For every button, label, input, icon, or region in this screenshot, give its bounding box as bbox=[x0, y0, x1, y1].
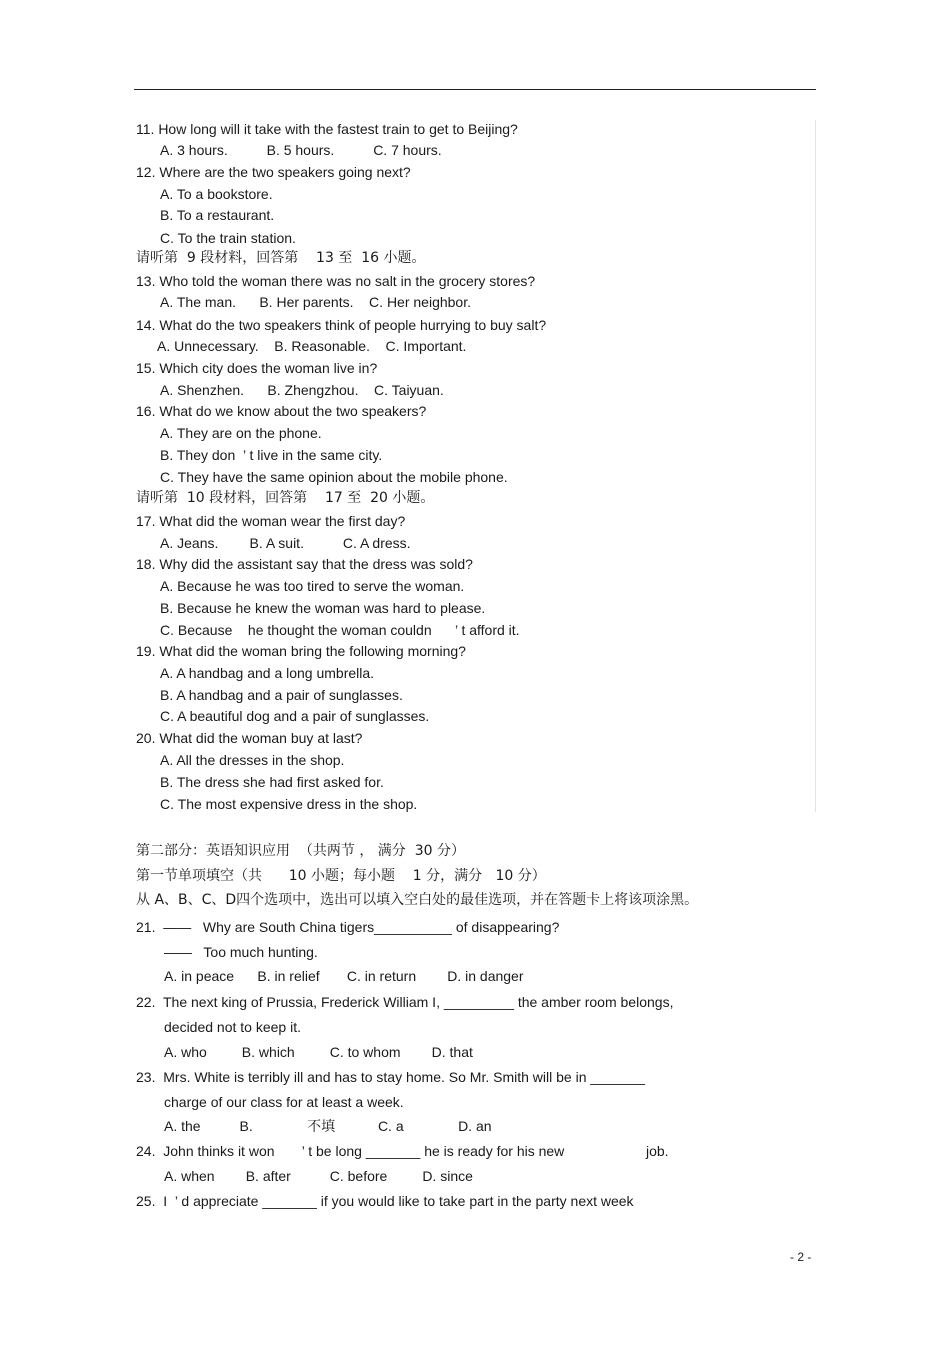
line-q19: 19. What did the woman bring the following morning? bbox=[136, 643, 466, 659]
line-q15-options: A. Shenzhen. B. Zhengzhou. C. Taiyuan. bbox=[160, 382, 444, 398]
line-q12-option-a: A. To a bookstore. bbox=[160, 186, 273, 202]
line-q15: 15. Which city does the woman live in? bbox=[136, 360, 378, 376]
line-q22: 22. The next king of Prussia, Frederick William I, _________ the amber room belongs, bbox=[136, 994, 674, 1010]
section-one-instruction: 从 A、B、C、D四个选项中，选出可以填入空白处的最佳选项，并在答题卡上将该项涂黑。 bbox=[136, 892, 699, 908]
line-q16: 16. What do we know about the two speakers? bbox=[136, 403, 427, 419]
line-q22-cont: decided not to keep it. bbox=[164, 1019, 301, 1035]
line-q14: 14. What do the two speakers think of people hurrying to buy salt? bbox=[136, 317, 547, 333]
line-q19-option-b: B. A handbag and a pair of sunglasses. bbox=[160, 687, 403, 703]
line-q16-option-a: A. They are on the phone. bbox=[160, 425, 322, 441]
line-q18-option-b: B. Because he knew the woman was hard to please. bbox=[160, 600, 486, 616]
line-q11-options: A. 3 hours. B. 5 hours. C. 7 hours. bbox=[160, 142, 442, 158]
line-q23-cont: charge of our class for at least a week. bbox=[164, 1094, 404, 1110]
line-q12-option-b: B. To a restaurant. bbox=[160, 207, 275, 223]
section-instruction-9: 请听第 9 段材料，回答第 13 至 16 小题。 bbox=[136, 250, 426, 266]
page-number: - 2 - bbox=[790, 1250, 812, 1264]
part-two-heading: 第二部分：英语知识应用 （共两节 ， 满分 30 分） bbox=[136, 843, 465, 859]
line-q23-options: A. the B. 不填 C. a D. an bbox=[164, 1118, 492, 1134]
line-q24: 24. John thinks it won ’ t be long _______ he is ready for his new job. bbox=[136, 1143, 669, 1159]
line-q21-options: A. in peace B. in relief C. in return D. in danger bbox=[164, 968, 524, 984]
line-q22-options: A. who B. which C. to whom D. that bbox=[164, 1044, 473, 1060]
section-one-heading: 第一节单项填空（共 10 小题；每小题 1 分，满分 10 分） bbox=[136, 868, 546, 884]
line-q21: 21. —— Why are South China tigers__________ of disappearing? bbox=[136, 919, 560, 935]
line-q20-option-b: B. The dress she had first asked for. bbox=[160, 774, 384, 790]
line-q12-option-c: C. To the train station. bbox=[160, 230, 296, 246]
line-q20-option-a: A. All the dresses in the shop. bbox=[160, 752, 345, 768]
line-q18: 18. Why did the assistant say that the dress was sold? bbox=[136, 556, 473, 572]
line-q20-option-c: C. The most expensive dress in the shop. bbox=[160, 796, 418, 812]
line-q23: 23. Mrs. White is terribly ill and has to stay home. So Mr. Smith will be in _______ bbox=[136, 1069, 645, 1085]
line-q25: 25. I ’ d appreciate _______ if you would like to take part in the party next week bbox=[136, 1193, 634, 1209]
line-q17-options: A. Jeans. B. A suit. C. A dress. bbox=[160, 535, 411, 551]
line-q14-options: A. Unnecessary. B. Reasonable. C. Important. bbox=[157, 338, 467, 354]
line-q13-options: A. The man. B. Her parents. C. Her neighbor. bbox=[160, 294, 471, 310]
header-rule bbox=[134, 89, 816, 90]
line-q12: 12. Where are the two speakers going next? bbox=[136, 164, 411, 180]
line-q20: 20. What did the woman buy at last? bbox=[136, 730, 363, 746]
line-q11: 11. How long will it take with the fastest train to get to Beijing? bbox=[136, 121, 518, 137]
line-q18-option-a: A. Because he was too tired to serve the woman. bbox=[160, 578, 465, 594]
line-q16-option-b: B. They don ’ t live in the same city. bbox=[160, 447, 383, 463]
line-q24-options: A. when B. after C. before D. since bbox=[164, 1168, 473, 1184]
line-q13: 13. Who told the woman there was no salt in the grocery stores? bbox=[136, 273, 536, 289]
margin-rule bbox=[815, 120, 816, 812]
line-q19-option-c: C. A beautiful dog and a pair of sunglasses. bbox=[160, 708, 430, 724]
line-q16-option-c: C. They have the same opinion about the mobile phone. bbox=[160, 469, 508, 485]
line-q19-option-a: A. A handbag and a long umbrella. bbox=[160, 665, 375, 681]
line-q21-reply: —— Too much hunting. bbox=[164, 944, 318, 960]
section-instruction-10: 请听第 10 段材料，回答第 17 至 20 小题。 bbox=[136, 490, 435, 506]
line-q17: 17. What did the woman wear the first day? bbox=[136, 513, 406, 529]
line-q18-option-c: C. Because he thought the woman couldn ’ t afford it. bbox=[160, 622, 520, 638]
